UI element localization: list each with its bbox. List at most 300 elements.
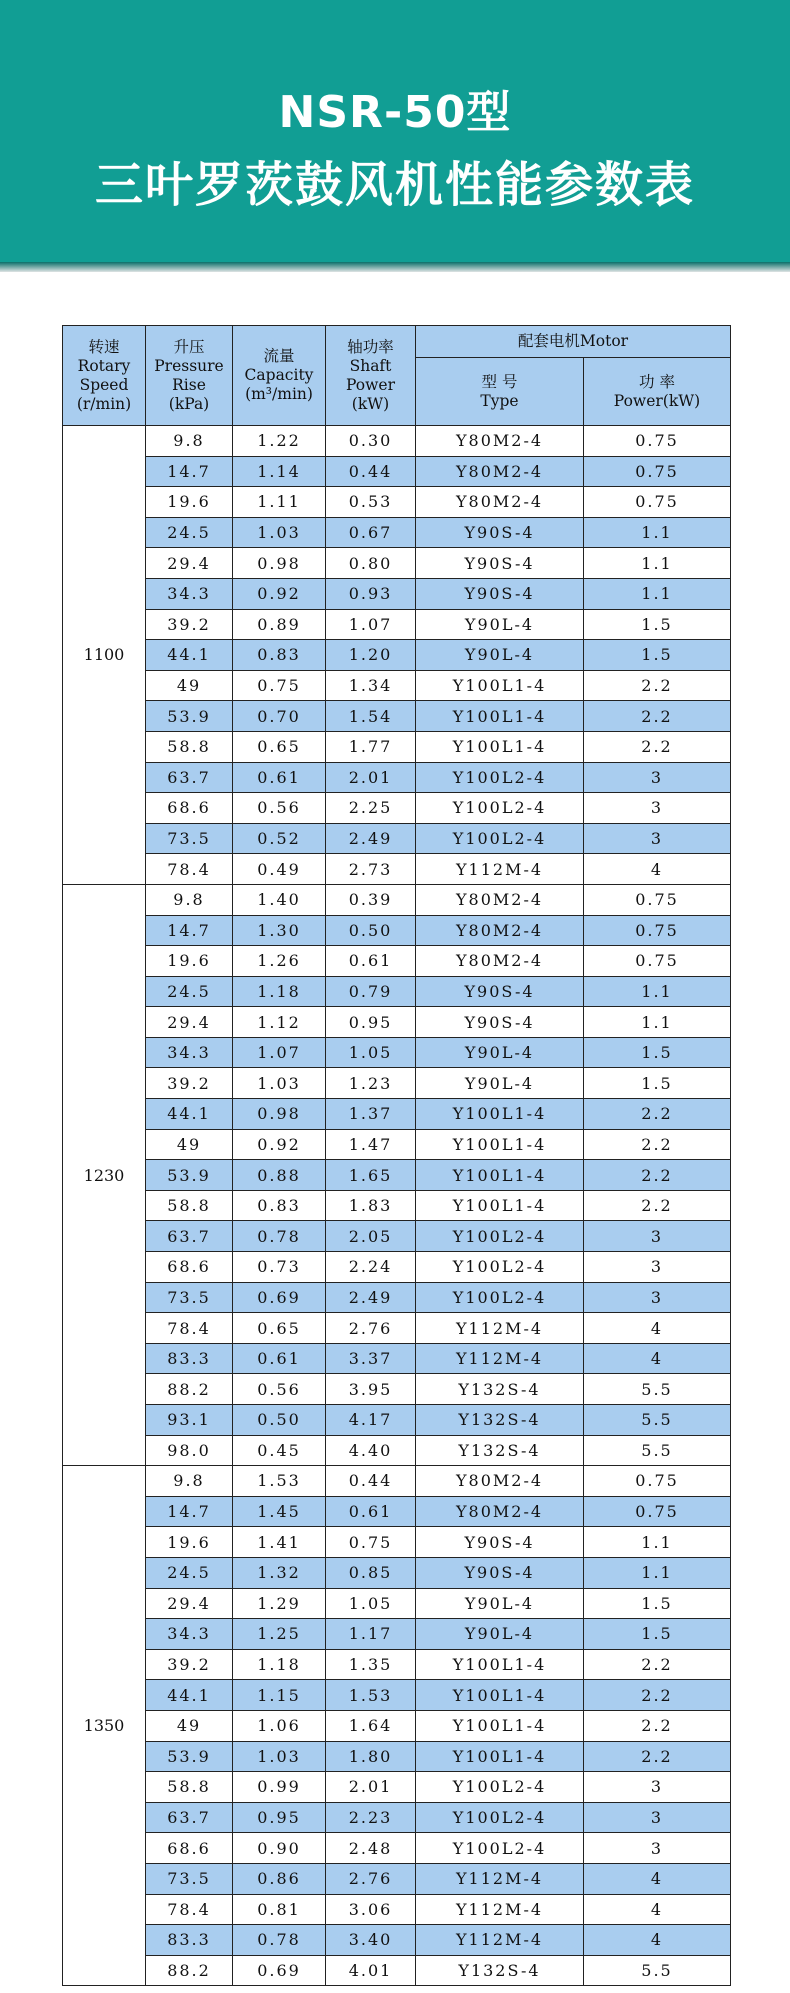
shaft-cell: 2.73	[326, 854, 416, 885]
table-row	[63, 854, 731, 885]
table-row	[63, 946, 731, 977]
type-cell: Y100L1-4	[416, 1649, 584, 1680]
power-cell: 5.5	[584, 1435, 731, 1466]
table-body	[63, 426, 731, 1986]
pressure-cell: 78.4	[146, 1313, 233, 1344]
power-cell: 4	[584, 1313, 731, 1344]
table-row	[63, 1099, 731, 1130]
table-row	[63, 1313, 731, 1344]
pressure-cell: 29.4	[146, 1588, 233, 1619]
type-cell: Y80M2-4	[416, 426, 584, 457]
shaft-cell: 1.23	[326, 1068, 416, 1099]
table-row	[63, 1619, 731, 1650]
capacity-cell: 0.50	[233, 1405, 326, 1436]
type-cell: Y80M2-4	[416, 1466, 584, 1497]
power-cell: 2.2	[584, 1099, 731, 1130]
shaft-cell: 4.01	[326, 1955, 416, 1986]
shaft-cell: 3.95	[326, 1374, 416, 1405]
pressure-cell: 53.9	[146, 701, 233, 732]
shaft-cell: 1.05	[326, 1037, 416, 1068]
type-cell: Y90S-4	[416, 1527, 584, 1558]
capacity-cell: 0.95	[233, 1802, 326, 1833]
capacity-cell: 0.61	[233, 1343, 326, 1374]
type-cell: Y100L2-4	[416, 1772, 584, 1803]
parameter-table-container	[62, 325, 730, 1986]
table-row	[63, 1405, 731, 1436]
capacity-cell: 0.78	[233, 1925, 326, 1956]
capacity-cell: 0.65	[233, 1313, 326, 1344]
type-cell: Y100L2-4	[416, 793, 584, 824]
power-cell: 2.2	[584, 670, 731, 701]
pressure-cell: 63.7	[146, 762, 233, 793]
pressure-cell: 78.4	[146, 1894, 233, 1925]
table-row	[63, 1588, 731, 1619]
pressure-cell: 44.1	[146, 1680, 233, 1711]
table-row	[63, 517, 731, 548]
table-row	[63, 1772, 731, 1803]
power-cell: 2.2	[584, 1741, 731, 1772]
capacity-cell: 0.83	[233, 1190, 326, 1221]
pressure-cell: 83.3	[146, 1343, 233, 1374]
power-cell: 5.5	[584, 1955, 731, 1986]
capacity-cell: 0.78	[233, 1221, 326, 1252]
type-cell: Y100L2-4	[416, 762, 584, 793]
shaft-cell: 3.40	[326, 1925, 416, 1956]
shaft-cell: 0.85	[326, 1557, 416, 1588]
power-cell: 1.5	[584, 640, 731, 671]
shaft-cell: 0.93	[326, 578, 416, 609]
type-cell: Y100L1-4	[416, 731, 584, 762]
shaft-cell: 1.54	[326, 701, 416, 732]
power-cell: 0.75	[584, 1496, 731, 1527]
power-cell: 2.2	[584, 1710, 731, 1741]
power-cell: 0.75	[584, 884, 731, 915]
table-row	[63, 1343, 731, 1374]
type-cell: Y90L-4	[416, 609, 584, 640]
capacity-cell: 1.18	[233, 1649, 326, 1680]
header-motor: 配套电机Motor	[416, 326, 731, 358]
speed-cell: 1230	[63, 884, 146, 1465]
table-row	[63, 1527, 731, 1558]
shaft-cell: 0.67	[326, 517, 416, 548]
pressure-cell: 53.9	[146, 1160, 233, 1191]
power-cell: 3	[584, 1802, 731, 1833]
type-cell: Y100L2-4	[416, 1282, 584, 1313]
banner-shadow	[0, 262, 790, 272]
type-cell: Y100L1-4	[416, 1129, 584, 1160]
capacity-cell: 1.30	[233, 915, 326, 946]
table-row	[63, 701, 731, 732]
table-row	[63, 1741, 731, 1772]
pressure-cell: 19.6	[146, 1527, 233, 1558]
capacity-cell: 1.06	[233, 1710, 326, 1741]
shaft-cell: 1.05	[326, 1588, 416, 1619]
capacity-cell: 0.88	[233, 1160, 326, 1191]
shaft-cell: 1.17	[326, 1619, 416, 1650]
type-cell: Y80M2-4	[416, 1496, 584, 1527]
type-cell: Y100L1-4	[416, 701, 584, 732]
capacity-cell: 0.92	[233, 578, 326, 609]
shaft-cell: 0.50	[326, 915, 416, 946]
table-row	[63, 1802, 731, 1833]
capacity-cell: 1.12	[233, 1007, 326, 1038]
type-cell: Y90L-4	[416, 1619, 584, 1650]
pressure-cell: 53.9	[146, 1741, 233, 1772]
capacity-cell: 1.45	[233, 1496, 326, 1527]
power-cell: 1.1	[584, 1527, 731, 1558]
shaft-cell: 1.20	[326, 640, 416, 671]
capacity-cell: 0.81	[233, 1894, 326, 1925]
pressure-cell: 24.5	[146, 976, 233, 1007]
capacity-cell: 0.99	[233, 1772, 326, 1803]
table-row	[63, 1252, 731, 1283]
speed-cell: 1350	[63, 1466, 146, 1986]
pressure-cell: 98.0	[146, 1435, 233, 1466]
table-row	[63, 731, 731, 762]
shaft-cell: 2.01	[326, 1772, 416, 1803]
type-cell: Y100L2-4	[416, 1221, 584, 1252]
capacity-cell: 1.03	[233, 1068, 326, 1099]
type-cell: Y112M-4	[416, 1313, 584, 1344]
shaft-cell: 1.80	[326, 1741, 416, 1772]
type-cell: Y90L-4	[416, 1037, 584, 1068]
header-capacity: 流量 Capacity (m³/min)	[233, 326, 326, 426]
pressure-cell: 49	[146, 1129, 233, 1160]
power-cell: 1.5	[584, 1588, 731, 1619]
type-cell: Y100L1-4	[416, 1710, 584, 1741]
table-row	[63, 1466, 731, 1497]
type-cell: Y90S-4	[416, 976, 584, 1007]
shaft-cell: 0.79	[326, 976, 416, 1007]
power-cell: 2.2	[584, 1649, 731, 1680]
table-row	[63, 1129, 731, 1160]
power-cell: 2.2	[584, 731, 731, 762]
capacity-cell: 0.56	[233, 793, 326, 824]
table-row	[63, 915, 731, 946]
table-row	[63, 1925, 731, 1956]
header-pressure: 升压 Pressure Rise (kPa)	[146, 326, 233, 426]
type-cell: Y90L-4	[416, 640, 584, 671]
table-row	[63, 976, 731, 1007]
power-cell: 5.5	[584, 1374, 731, 1405]
pressure-cell: 9.8	[146, 426, 233, 457]
shaft-cell: 4.17	[326, 1405, 416, 1436]
type-cell: Y90S-4	[416, 548, 584, 579]
shaft-cell: 3.06	[326, 1894, 416, 1925]
table-row	[63, 426, 731, 457]
capacity-cell: 1.15	[233, 1680, 326, 1711]
header-motor-power: 功 率 Power(kW)	[584, 358, 731, 426]
table-row	[63, 1496, 731, 1527]
pressure-cell: 24.5	[146, 1557, 233, 1588]
shaft-cell: 1.34	[326, 670, 416, 701]
pressure-cell: 44.1	[146, 640, 233, 671]
page-title-description: 三叶罗茨鼓风机性能参数表	[94, 157, 695, 213]
pressure-cell: 88.2	[146, 1374, 233, 1405]
power-cell: 3	[584, 762, 731, 793]
capacity-cell: 1.14	[233, 456, 326, 487]
type-cell: Y112M-4	[416, 1925, 584, 1956]
power-cell: 4	[584, 1925, 731, 1956]
header-shaft-power: 轴功率 Shaft Power (kW)	[326, 326, 416, 426]
shaft-cell: 0.30	[326, 426, 416, 457]
power-cell: 1.5	[584, 609, 731, 640]
table-row	[63, 1282, 731, 1313]
capacity-cell: 0.56	[233, 1374, 326, 1405]
power-cell: 1.5	[584, 1037, 731, 1068]
pressure-cell: 39.2	[146, 1068, 233, 1099]
type-cell: Y100L2-4	[416, 1833, 584, 1864]
shaft-cell: 2.25	[326, 793, 416, 824]
type-cell: Y112M-4	[416, 854, 584, 885]
pressure-cell: 93.1	[146, 1405, 233, 1436]
table-row	[63, 1007, 731, 1038]
speed-cell: 1100	[63, 426, 146, 885]
power-cell: 1.1	[584, 1557, 731, 1588]
pressure-cell: 14.7	[146, 915, 233, 946]
capacity-cell: 0.45	[233, 1435, 326, 1466]
pressure-cell: 9.8	[146, 884, 233, 915]
shaft-cell: 1.35	[326, 1649, 416, 1680]
power-cell: 0.75	[584, 487, 731, 518]
pressure-cell: 58.8	[146, 1190, 233, 1221]
type-cell: Y132S-4	[416, 1374, 584, 1405]
type-cell: Y90S-4	[416, 1007, 584, 1038]
pressure-cell: 73.5	[146, 823, 233, 854]
shaft-cell: 0.80	[326, 548, 416, 579]
capacity-cell: 0.70	[233, 701, 326, 732]
shaft-cell: 1.47	[326, 1129, 416, 1160]
pressure-cell: 39.2	[146, 609, 233, 640]
header-motor-type: 型 号 Type	[416, 358, 584, 426]
pressure-cell: 14.7	[146, 1496, 233, 1527]
table-row	[63, 1680, 731, 1711]
power-cell: 1.1	[584, 548, 731, 579]
table-row	[63, 1190, 731, 1221]
power-cell: 3	[584, 1772, 731, 1803]
type-cell: Y90L-4	[416, 1588, 584, 1619]
type-cell: Y90S-4	[416, 1557, 584, 1588]
type-cell: Y112M-4	[416, 1343, 584, 1374]
shaft-cell: 0.75	[326, 1527, 416, 1558]
power-cell: 2.2	[584, 1190, 731, 1221]
pressure-cell: 19.6	[146, 487, 233, 518]
type-cell: Y100L1-4	[416, 1680, 584, 1711]
type-cell: Y90S-4	[416, 578, 584, 609]
power-cell: 2.2	[584, 701, 731, 732]
shaft-cell: 1.64	[326, 1710, 416, 1741]
capacity-cell: 0.49	[233, 854, 326, 885]
table-row	[63, 884, 731, 915]
capacity-cell: 0.90	[233, 1833, 326, 1864]
power-cell: 3	[584, 1282, 731, 1313]
pressure-cell: 68.6	[146, 793, 233, 824]
capacity-cell: 1.03	[233, 517, 326, 548]
shaft-cell: 2.05	[326, 1221, 416, 1252]
table-row	[63, 1833, 731, 1864]
power-cell: 5.5	[584, 1405, 731, 1436]
power-cell: 0.75	[584, 456, 731, 487]
capacity-cell: 0.65	[233, 731, 326, 762]
pressure-cell: 73.5	[146, 1282, 233, 1313]
capacity-cell: 1.22	[233, 426, 326, 457]
capacity-cell: 1.29	[233, 1588, 326, 1619]
table-row	[63, 762, 731, 793]
type-cell: Y90S-4	[416, 517, 584, 548]
pressure-cell: 34.3	[146, 578, 233, 609]
pressure-cell: 58.8	[146, 731, 233, 762]
shaft-cell: 2.01	[326, 762, 416, 793]
type-cell: Y100L2-4	[416, 823, 584, 854]
shaft-cell: 0.39	[326, 884, 416, 915]
type-cell: Y100L2-4	[416, 1252, 584, 1283]
power-cell: 4	[584, 854, 731, 885]
shaft-cell: 0.95	[326, 1007, 416, 1038]
table-row	[63, 640, 731, 671]
power-cell: 3	[584, 823, 731, 854]
capacity-cell: 0.92	[233, 1129, 326, 1160]
parameter-table	[62, 325, 731, 1986]
pressure-cell: 19.6	[146, 946, 233, 977]
power-cell: 0.75	[584, 1466, 731, 1497]
pressure-cell: 29.4	[146, 548, 233, 579]
table-row	[63, 1863, 731, 1894]
table-row	[63, 609, 731, 640]
table-row	[63, 1649, 731, 1680]
capacity-cell: 0.86	[233, 1863, 326, 1894]
type-cell: Y132S-4	[416, 1435, 584, 1466]
power-cell: 3	[584, 1252, 731, 1283]
capacity-cell: 0.61	[233, 762, 326, 793]
capacity-cell: 0.69	[233, 1955, 326, 1986]
capacity-cell: 1.41	[233, 1527, 326, 1558]
capacity-cell: 1.25	[233, 1619, 326, 1650]
shaft-cell: 1.83	[326, 1190, 416, 1221]
table-row	[63, 1894, 731, 1925]
pressure-cell: 58.8	[146, 1772, 233, 1803]
type-cell: Y132S-4	[416, 1405, 584, 1436]
pressure-cell: 14.7	[146, 456, 233, 487]
power-cell: 1.5	[584, 1068, 731, 1099]
table-row	[63, 1221, 731, 1252]
table-row	[63, 456, 731, 487]
capacity-cell: 1.40	[233, 884, 326, 915]
type-cell: Y132S-4	[416, 1955, 584, 1986]
header-speed: 转速 Rotary Speed (r/min)	[63, 326, 146, 426]
capacity-cell: 1.18	[233, 976, 326, 1007]
shaft-cell: 0.61	[326, 946, 416, 977]
shaft-cell: 3.37	[326, 1343, 416, 1374]
type-cell: Y100L1-4	[416, 1099, 584, 1130]
table-row	[63, 1557, 731, 1588]
shaft-cell: 0.44	[326, 1466, 416, 1497]
shaft-cell: 1.37	[326, 1099, 416, 1130]
power-cell: 3	[584, 793, 731, 824]
shaft-cell: 2.48	[326, 1833, 416, 1864]
type-cell: Y100L2-4	[416, 1802, 584, 1833]
pressure-cell: 9.8	[146, 1466, 233, 1497]
pressure-cell: 63.7	[146, 1802, 233, 1833]
table-row	[63, 487, 731, 518]
shaft-cell: 1.53	[326, 1680, 416, 1711]
table-row	[63, 578, 731, 609]
power-cell: 2.2	[584, 1129, 731, 1160]
shaft-cell: 2.49	[326, 1282, 416, 1313]
type-cell: Y112M-4	[416, 1894, 584, 1925]
capacity-cell: 1.26	[233, 946, 326, 977]
type-cell: Y100L1-4	[416, 1741, 584, 1772]
pressure-cell: 49	[146, 670, 233, 701]
power-cell: 1.1	[584, 578, 731, 609]
pressure-cell: 39.2	[146, 1649, 233, 1680]
pressure-cell: 73.5	[146, 1863, 233, 1894]
type-cell: Y100L1-4	[416, 1190, 584, 1221]
power-cell: 1.1	[584, 517, 731, 548]
type-cell: Y80M2-4	[416, 456, 584, 487]
shaft-cell: 4.40	[326, 1435, 416, 1466]
shaft-cell: 1.77	[326, 731, 416, 762]
capacity-cell: 1.03	[233, 1741, 326, 1772]
capacity-cell: 1.07	[233, 1037, 326, 1068]
pressure-cell: 34.3	[146, 1619, 233, 1650]
shaft-cell: 2.76	[326, 1863, 416, 1894]
table-row	[63, 1374, 731, 1405]
table-row	[63, 1160, 731, 1191]
shaft-cell: 0.53	[326, 487, 416, 518]
capacity-cell: 1.11	[233, 487, 326, 518]
power-cell: 3	[584, 1833, 731, 1864]
shaft-cell: 2.49	[326, 823, 416, 854]
type-cell: Y80M2-4	[416, 946, 584, 977]
pressure-cell: 88.2	[146, 1955, 233, 1986]
pressure-cell: 29.4	[146, 1007, 233, 1038]
capacity-cell: 1.32	[233, 1557, 326, 1588]
shaft-cell: 0.61	[326, 1496, 416, 1527]
capacity-cell: 0.98	[233, 548, 326, 579]
power-cell: 4	[584, 1863, 731, 1894]
power-cell: 4	[584, 1343, 731, 1374]
shaft-cell: 1.65	[326, 1160, 416, 1191]
power-cell: 2.2	[584, 1160, 731, 1191]
capacity-cell: 0.83	[233, 640, 326, 671]
power-cell: 2.2	[584, 1680, 731, 1711]
power-cell: 0.75	[584, 915, 731, 946]
table-row	[63, 1710, 731, 1741]
power-cell: 0.75	[584, 946, 731, 977]
table-row	[63, 670, 731, 701]
type-cell: Y80M2-4	[416, 487, 584, 518]
table-row	[63, 793, 731, 824]
type-cell: Y80M2-4	[416, 884, 584, 915]
pressure-cell: 34.3	[146, 1037, 233, 1068]
power-cell: 1.1	[584, 1007, 731, 1038]
power-cell: 3	[584, 1221, 731, 1252]
capacity-cell: 0.89	[233, 609, 326, 640]
shaft-cell: 1.07	[326, 609, 416, 640]
power-cell: 0.75	[584, 426, 731, 457]
capacity-cell: 0.98	[233, 1099, 326, 1130]
capacity-cell: 0.75	[233, 670, 326, 701]
capacity-cell: 0.52	[233, 823, 326, 854]
pressure-cell: 24.5	[146, 517, 233, 548]
power-cell: 1.5	[584, 1619, 731, 1650]
pressure-cell: 68.6	[146, 1252, 233, 1283]
type-cell: Y100L1-4	[416, 670, 584, 701]
table-row	[63, 1435, 731, 1466]
capacity-cell: 1.53	[233, 1466, 326, 1497]
table-row	[63, 1037, 731, 1068]
pressure-cell: 68.6	[146, 1833, 233, 1864]
